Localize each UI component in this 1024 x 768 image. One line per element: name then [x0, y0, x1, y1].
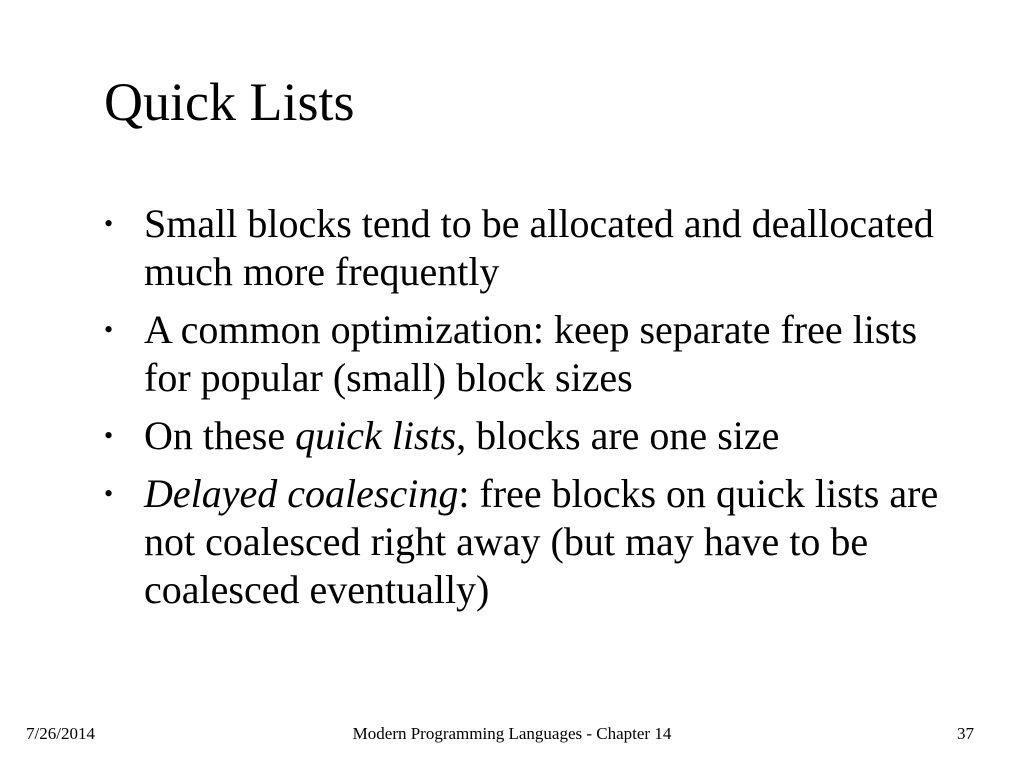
bullet-item	[104, 412, 954, 460]
bullet-item	[104, 470, 954, 614]
bullet-text: A common optimization: keep separate free lists for popular (small) block sizes	[144, 307, 918, 400]
slide-title: Quick Lists	[104, 72, 355, 132]
page-number: 37	[957, 724, 974, 743]
bullet-emphasis-term: Delayed coalescing	[144, 471, 459, 516]
bullet-marker: •	[104, 209, 114, 238]
bullet-text-segment: : free blocks on quick lists are not coalesced right away (but may have to be coalesced eventually)	[144, 471, 939, 612]
bullet-emphasis-term: quick lists	[295, 413, 457, 458]
bullet-list	[104, 200, 954, 624]
bullet-item	[104, 200, 954, 296]
bullet-text-segment: On these	[144, 413, 296, 458]
footer-title: Modern Programming Languages - Chapter 14	[352, 724, 672, 743]
bullet-text: Small blocks tend to be allocated and deallocated much more frequently	[144, 201, 934, 294]
bullet-text-segment: , blocks are one size	[456, 413, 780, 458]
bullet-marker: •	[104, 421, 114, 450]
bullet-marker: •	[104, 479, 114, 508]
footer-date: 7/26/2014	[26, 724, 95, 743]
bullet-marker: •	[104, 315, 114, 344]
bullet-item	[104, 306, 954, 402]
